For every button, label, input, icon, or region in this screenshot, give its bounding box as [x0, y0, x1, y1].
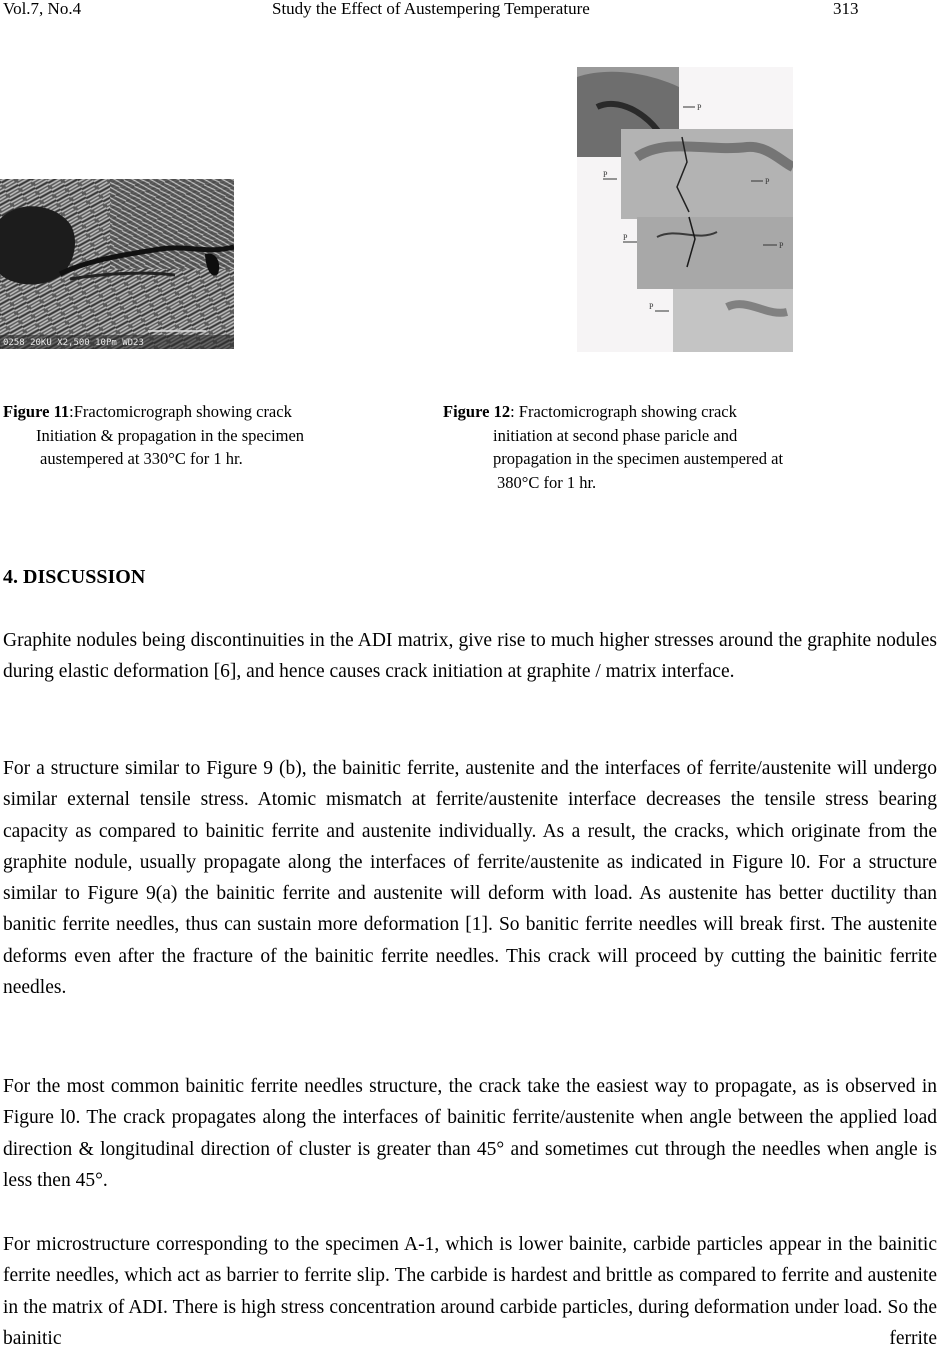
marker-p-6: P [649, 302, 654, 311]
figure-12-image [577, 67, 793, 352]
paragraph-3: For the most common bainitic ferrite needles structure, the crack take the easiest way to propagate, as is observed in Figure l0. The crack propagates along the interfaces of bainitic ferrite/austenite when angle between the applied load direction & longitudinal direction of cluster is greater than 45° and sometimes cut through the needles when angle is less then 45°. [3, 1076, 937, 1191]
figure-11-caption [3, 400, 304, 471]
marker-p-2: P [603, 170, 608, 179]
figure-11-label: Figure 11 [3, 402, 70, 421]
micrograph-scale-label: 0258 20KU X2,500 10Pm WD23 [3, 338, 144, 348]
marker-p-3: P [765, 177, 770, 186]
fractograph-montage [577, 67, 793, 352]
paragraph-1: Graphite nodules being discontinuities in the ADI matrix, give rise to much higher stresses around the graphite nodules during elastic deformation [6], and hence causes crack initiation at graphite / matrix interface. [3, 630, 937, 683]
marker-p-4: P [623, 233, 628, 242]
journal-volume: Vol.7, No.4 [3, 0, 82, 18]
figure-12-caption-line-3: propagation in the specimen austempered at [493, 449, 784, 468]
figure-11-caption-line-2: Initiation & propagation in the specimen [36, 425, 305, 445]
page-number: 313 [833, 0, 859, 18]
marker-p-5: P [779, 241, 784, 250]
paragraph-4: For microstructure corresponding to the specimen A-1, which is lower bainite, carbide particles appear in the bainitic ferrite needles, which act as barrier to ferrite slip. The carbide is hardest and brittle as compared to ferrite and austenite in the matrix of ADI. There is high stress concentration around carbide particles, during deformation under load. So the bainitic ferrite [3, 1234, 937, 1349]
marker-p-1: P [697, 103, 702, 112]
running-header [0, 0, 939, 24]
sem-micrograph [0, 179, 234, 349]
figure-12-label: Figure 12 [443, 402, 511, 421]
figure-12-caption [443, 400, 783, 494]
figure-12-caption-line-4: 380°C for 1 hr. [497, 472, 597, 492]
figure-12-caption-line-2: initiation at second phase paricle and [493, 425, 738, 445]
paragraph-2: For a structure similar to Figure 9 (b), the bainitic ferrite, austenite and the interfaces of ferrite/austenite will undergo similar external tensile stress. Atomic mismatch at ferrite/austenite interface decreases the tensile stress bearing capacity as compared to bainitic ferrite and austenite individually. As a result, the cracks, which originate from the graphite nodule, usually propagate along the interfaces of ferrite/austenite as indicated in Figure l0. For a structure similar to Figure 9(a) the bainitic ferrite and austenite will deform with load. As austenite has better ductility than banitic ferrite needles, thus can sustain more deformation [1]. So banitic ferrite needles will break first. The austenite deforms even after the fracture of the bainitic ferrite needles. This crack will proceed by cutting the bainitic ferrite needles. [3, 758, 937, 999]
figure-11-caption-line-3: austempered at 330°C for 1 hr. [40, 449, 243, 468]
section-heading: 4. DISCUSSION [3, 566, 146, 588]
figure-11-image [0, 179, 234, 349]
figure-11-caption-line-1: :Fractomicrograph showing crack [69, 402, 292, 421]
running-title: Study the Effect of Austempering Temperature [272, 0, 590, 18]
figure-12-caption-line-1: : Fractomicrograph showing crack [510, 402, 737, 421]
